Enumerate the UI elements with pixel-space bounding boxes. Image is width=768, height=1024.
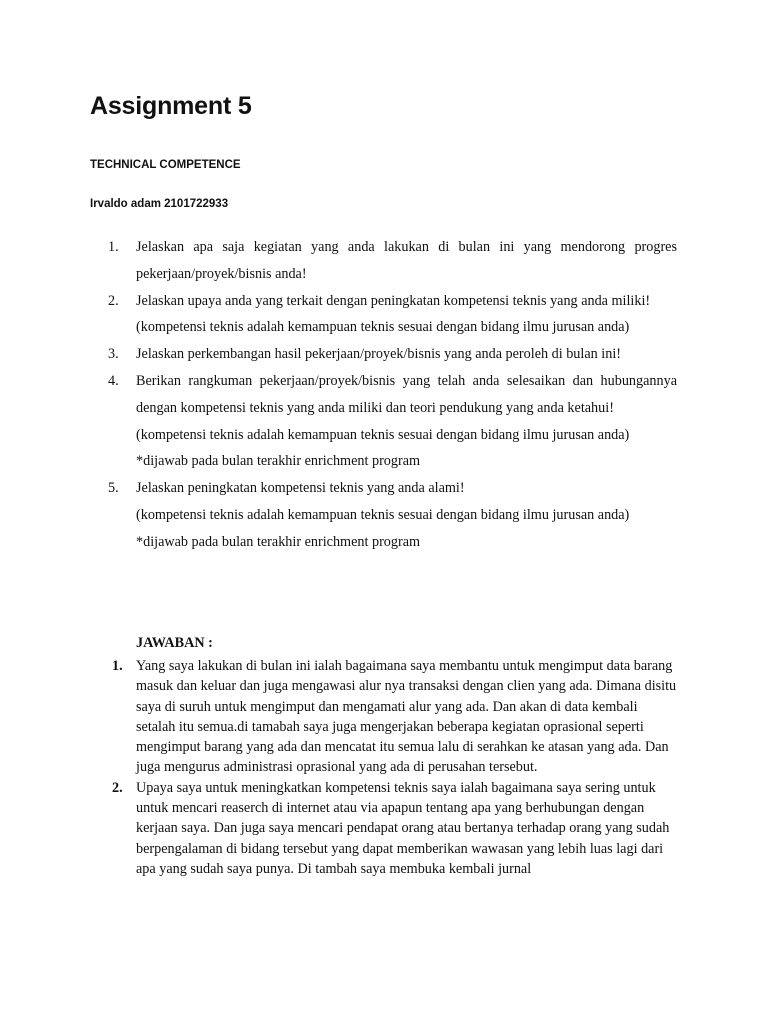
answer-number: 2.: [112, 779, 123, 796]
question-text: Jelaskan apa saja kegiatan yang anda lakukan di bulan ini yang mendorong progres pekerjaan/proyek/bisnis anda!: [136, 239, 677, 282]
question-text: Jelaskan upaya anda yang terkait dengan peningkatan kompetensi teknis yang anda miliki!: [136, 292, 651, 309]
answer-list: [104, 656, 677, 879]
answer-text: Yang saya lakukan di bulan ini ialah bagaimana saya membantu untuk mengimput data barang masuk dan keluar dan juga mengawasi alur nya transaksi dengan clien yang ada. Dimana disitu saya di suruh untuk mengimput dan mengamati alur yang ada. Dan akan di data kembali setalah itu semua.di tamabah saya juga mengerjakan beberapa kegiatan oprasional seperti mengimput barang yang ada dan mencatat itu semua lalu di serahkan ke atasan yang ada. Dan juga mengurus administrasi oprasional yang ada di perusahan tersebut.: [136, 658, 677, 776]
question-note: (kompetensi teknis adalah kemampuan teknis sesuai dengan bidang ilmu jurusan anda): [136, 319, 630, 336]
question-item: [104, 288, 677, 342]
question-note: (kompetensi teknis adalah kemampuan teknis sesuai dengan bidang ilmu jurusan anda): [136, 506, 630, 523]
question-item: [104, 368, 677, 475]
answers-heading: JAWABAN :: [136, 635, 213, 651]
question-text: Jelaskan peningkatan kompetensi teknis yang anda alami!: [136, 480, 465, 497]
question-note: (kompetensi teknis adalah kemampuan teknis sesuai dengan bidang ilmu jurusan anda): [136, 426, 630, 443]
question-number: 3.: [108, 346, 119, 363]
question-number: 4.: [108, 372, 119, 389]
question-note: *dijawab pada bulan terakhir enrichment program: [136, 533, 421, 550]
author-line: Irvaldo adam 2101722933: [90, 198, 229, 210]
question-number: 1.: [108, 239, 119, 255]
answer-item: [104, 778, 677, 879]
answer-text: Upaya saya untuk meningkatkan kompetensi teknis saya ialah bagaimana saya sering untuk untuk mencari reaserch di internet atau via apapun tentang apa yang berhubungan dengan kerjaan saya. Dan juga saya mencari pendapat orang atau bertanya terhadap orang yang sudah berpengalaman di bidang tersebut yang dapat memberikan wawasan yang lebih luas lagi dari apa yang sudah saya punya. Di tambah saya membuka kembali jurnal: [136, 779, 670, 877]
question-text: Berikan rangkuman pekerjaan/proyek/bisnis yang telah anda selesaikan dan hubungannya dengan kompetensi teknis yang anda miliki dan teori pendukung yang anda ketahui!: [136, 372, 677, 416]
question-note: *dijawab pada bulan terakhir enrichment program: [136, 453, 421, 470]
question-text: Jelaskan perkembangan hasil pekerjaan/proyek/bisnis yang anda peroleh di bulan ini!: [136, 346, 621, 363]
answer-number: 1.: [112, 658, 123, 674]
question-item: [104, 475, 677, 555]
answer-item: [104, 656, 677, 778]
section-heading: TECHNICAL COMPETENCE: [90, 159, 241, 171]
question-number: 5.: [108, 480, 119, 497]
question-item: [104, 234, 677, 288]
question-list: [104, 234, 677, 556]
document-title: Assignment 5: [90, 92, 252, 120]
question-number: 2.: [108, 292, 119, 309]
question-item: [104, 341, 677, 368]
